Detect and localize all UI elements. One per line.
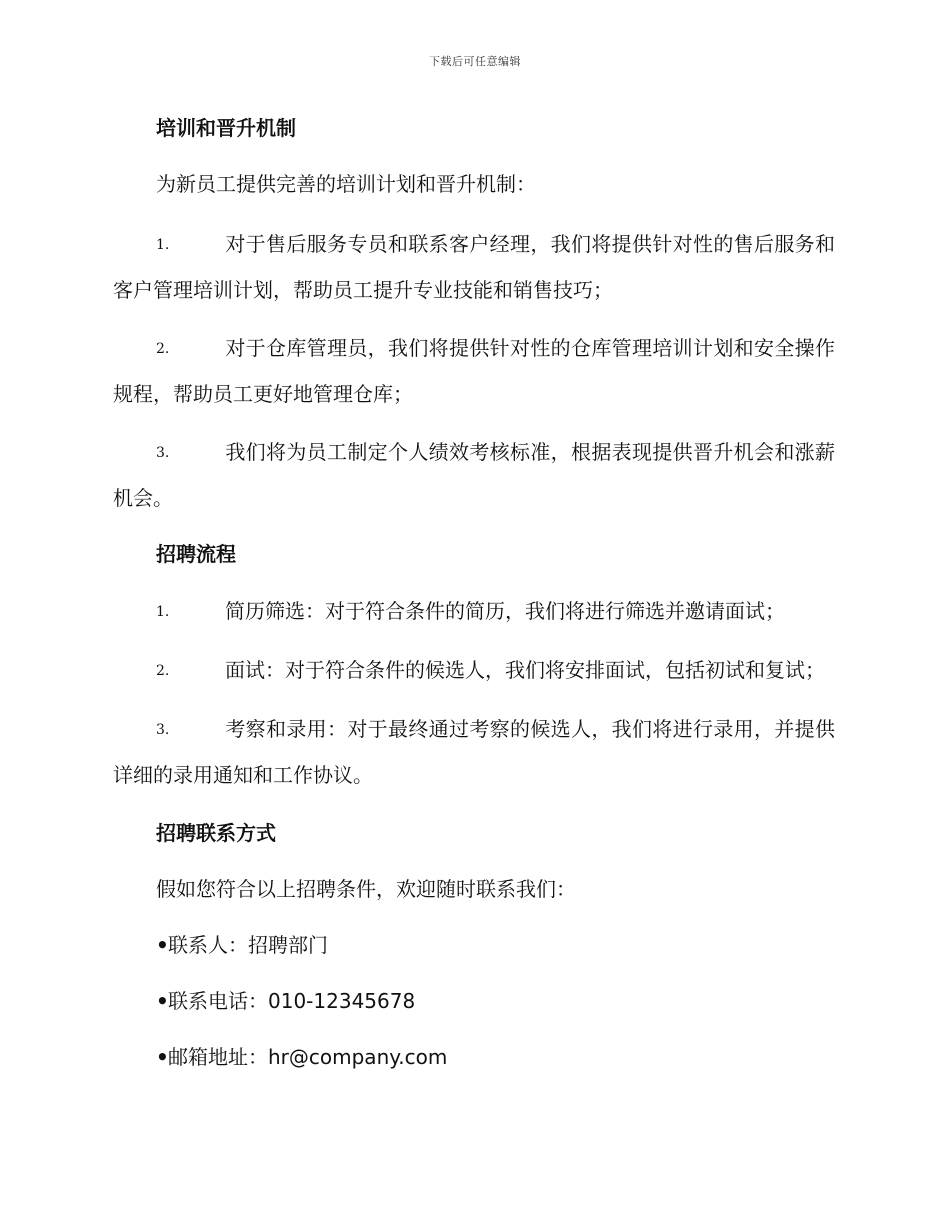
contact-label: 联系人： bbox=[168, 933, 248, 957]
recruitment-item-2 bbox=[113, 648, 835, 694]
contact-label: 邮箱地址： bbox=[168, 1045, 268, 1069]
training-item-2 bbox=[113, 326, 835, 417]
list-item-text: 对于售后服务专员和联系客户经理，我们将提供针对性的售后服务和客户管理培训计划，帮助员工提升专业技能和销售技巧； bbox=[113, 232, 835, 302]
contact-value: 010-12345678 bbox=[268, 989, 416, 1013]
bullet-icon: • bbox=[156, 933, 169, 957]
contact-intro: 假如您符合以上招聘条件，欢迎随时联系我们： bbox=[156, 877, 576, 901]
recruitment-item-3 bbox=[113, 707, 835, 798]
page-header: 下载后可任意编辑 bbox=[429, 55, 521, 68]
list-item-text: 对于仓库管理员，我们将提供针对性的仓库管理培训计划和安全操作规程，帮助员工更好地管理仓库； bbox=[113, 336, 835, 406]
list-number: 1. bbox=[156, 604, 170, 620]
list-item-text: 简历筛选：对于符合条件的简历，我们将进行筛选并邀请面试； bbox=[225, 599, 785, 623]
contact-email bbox=[113, 1039, 835, 1075]
contact-person bbox=[113, 927, 835, 963]
training-intro: 为新员工提供完善的培训计划和晋升机制： bbox=[156, 172, 536, 196]
list-number: 2. bbox=[156, 663, 170, 679]
heading-recruitment: 招聘流程 bbox=[156, 542, 236, 566]
contact-phone bbox=[113, 983, 835, 1019]
list-item-text: 我们将为员工制定个人绩效考核标准，根据表现提供晋升机会和涨薪机会。 bbox=[113, 440, 835, 510]
list-item-text: 考察和录用：对于最终通过考察的候选人，我们将进行录用，并提供详细的录用通知和工作协议。 bbox=[113, 717, 835, 787]
contact-value: hr@company.com bbox=[268, 1045, 448, 1069]
document-body bbox=[113, 110, 835, 1075]
contact-label: 联系电话： bbox=[168, 989, 268, 1013]
training-item-3 bbox=[113, 430, 835, 521]
list-number: 1. bbox=[156, 237, 170, 253]
list-number: 3. bbox=[156, 445, 170, 461]
recruitment-item-1 bbox=[113, 589, 835, 635]
list-item-text: 面试：对于符合条件的候选人，我们将安排面试，包括初试和复试； bbox=[225, 658, 825, 682]
heading-training: 培训和晋升机制 bbox=[156, 116, 296, 140]
contact-value: 招聘部门 bbox=[248, 933, 328, 957]
bullet-icon: • bbox=[156, 989, 169, 1013]
heading-contact: 招聘联系方式 bbox=[156, 821, 276, 845]
list-number: 3. bbox=[156, 722, 170, 738]
list-number: 2. bbox=[156, 341, 170, 357]
training-item-1 bbox=[113, 222, 835, 313]
bullet-icon: • bbox=[156, 1045, 169, 1069]
